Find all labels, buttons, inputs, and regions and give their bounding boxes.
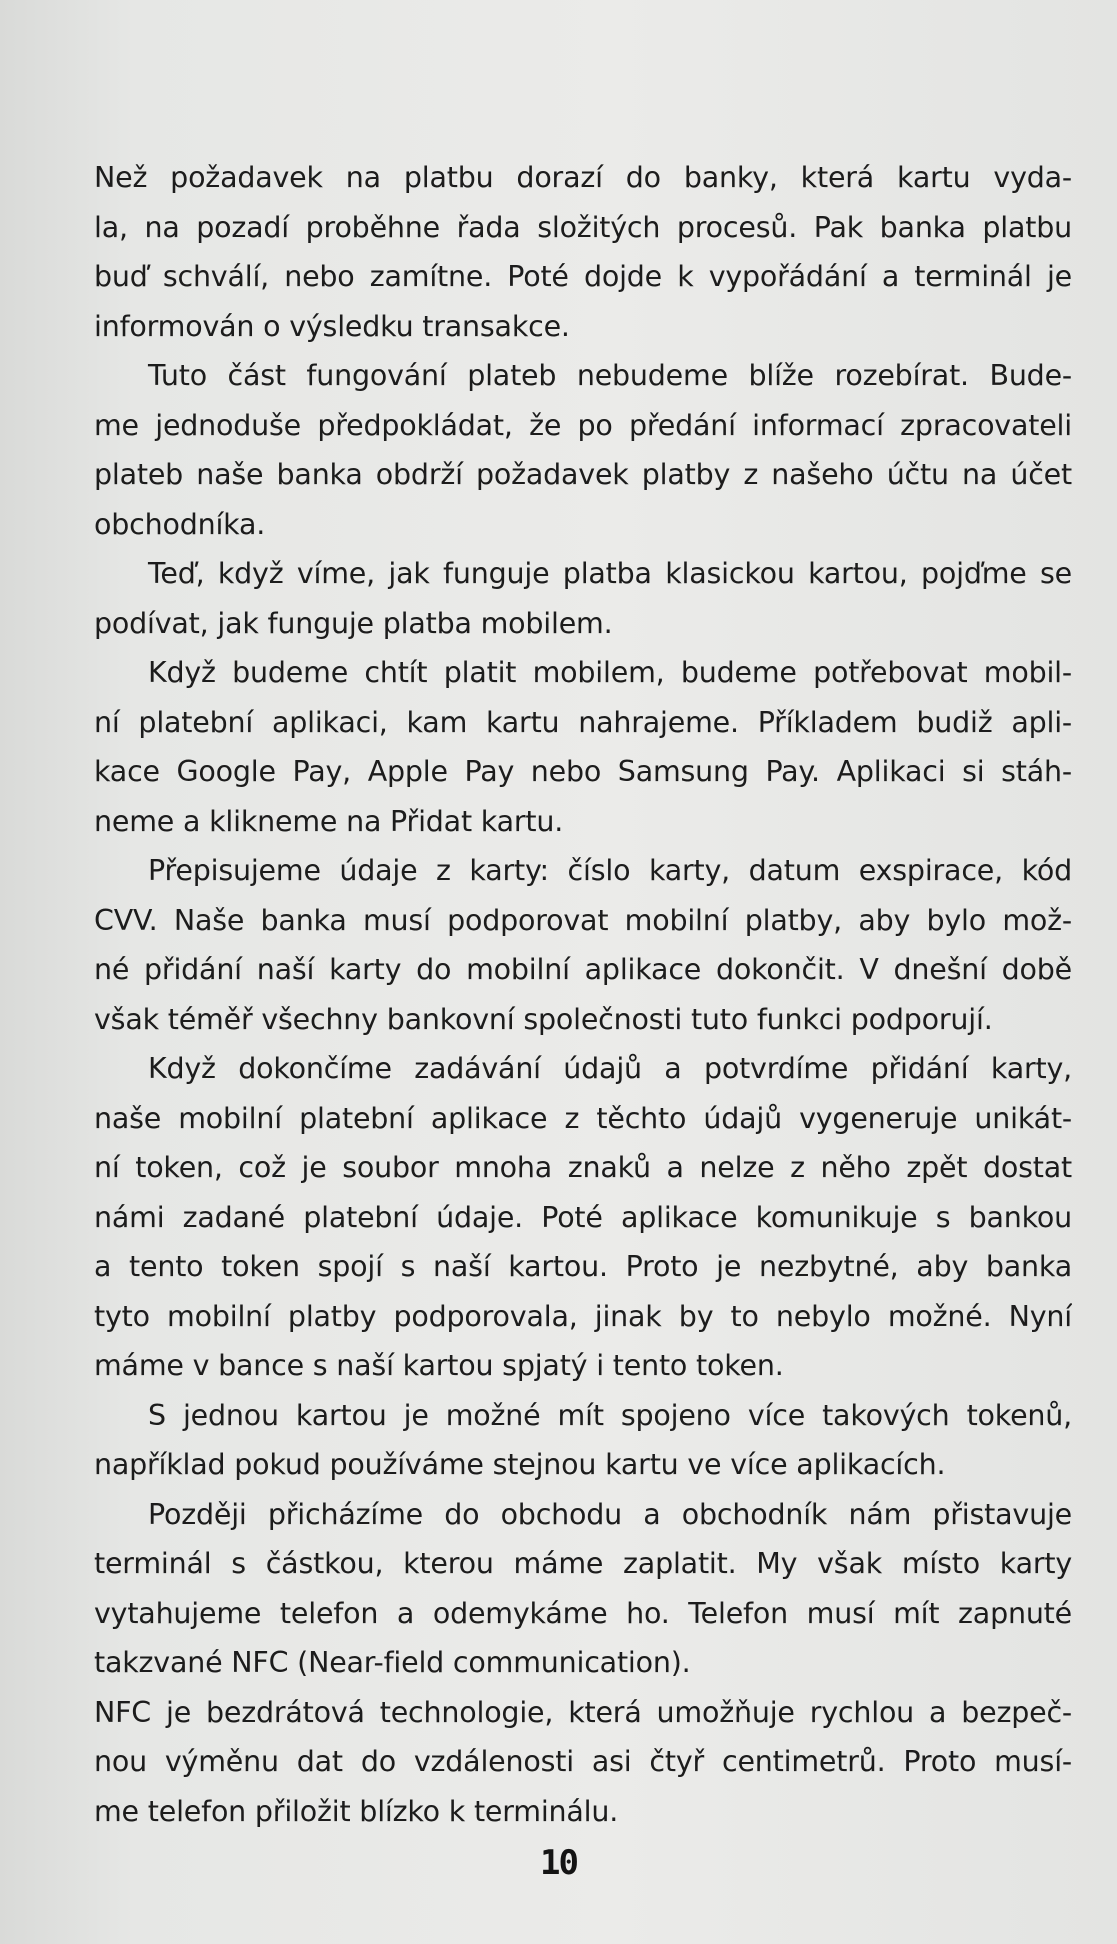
text-line: kace Google Pay, Apple Pay nebo Samsung Pay. Aplikaci si stáh- [94,755,1072,788]
text-line: me jednoduše předpokládat, že po předání informací zpracovateli [94,408,1072,442]
text-line: buď schválí, nebo zamítne. Poté dojde k vypořádání a terminál je [94,260,1072,293]
text-line: nou výměnu dat do vzdálenosti asi čtyř centimetrů. Proto musí- [94,1745,1072,1778]
text-line: a tento token spojí s naší kartou. Proto je nezbytné, aby banka [94,1250,1072,1283]
text-line: vytahujeme telefon a odemykáme ho. Telefon musí mít zapnuté [94,1596,1072,1630]
text-line: CVV. Naše banka musí podporovat mobilní platby, aby bylo mož- [94,903,1072,937]
text-line: S jednou kartou je možné mít spojeno více takových tokenů, [148,1398,1072,1432]
text-line: Tuto část fungování plateb nebudeme blíže rozebírat. Bude- [148,359,1072,392]
page-number: 10 [540,1843,577,1883]
text-line: naše mobilní platební aplikace z těchto údajů vygeneruje unikát- [94,1101,1072,1135]
text-line: me telefon přiložit blízko k terminálu. [94,1794,619,1828]
text-line: ní token, což je soubor mnoha znaků a nelze z něho zpět dostat [94,1151,1072,1184]
text-line: však téměř všechny bankovní společnosti tuto funkci podporují. [94,1002,993,1036]
text-line: Když budeme chtít platit mobilem, budeme potřebovat mobil- [148,656,1072,689]
text-line: neme a klikneme na Přidat kartu. [94,804,564,838]
text-line: obchodníka. [94,507,266,541]
text-line: Když dokončíme zadávání údajů a potvrdíme přidání karty, [148,1052,1072,1085]
text-line: NFC je bezdrátová technologie, která umožňuje rychlou a bezpeč- [94,1695,1072,1729]
text-line: Později přicházíme do obchodu a obchodník nám přistavuje [148,1497,1072,1531]
text-line: Než požadavek na platbu dorazí do banky, která kartu vyda- [94,161,1072,194]
text-line: například pokud používáme stejnou kartu ve více aplikacích. [94,1448,946,1481]
text-line: podívat, jak funguje platba mobilem. [94,606,613,640]
body-text [94,153,1072,1836]
text-line: Přepisujeme údaje z karty: číslo karty, datum exspirace, kód [148,854,1072,887]
text-line: máme v bance s naší kartou spjatý i tento token. [94,1349,784,1382]
text-line: né přidání naší karty do mobilní aplikace dokončit. V dnešní době [94,953,1072,986]
text-line: námi zadané platební údaje. Poté aplikace komunikuje s bankou [94,1200,1072,1234]
text-line: Teď, když víme, jak funguje platba klasickou kartou, pojďme se [148,557,1072,590]
text-line: terminál s částkou, kterou máme zaplatit. My však místo karty [94,1547,1072,1580]
text-line: takzvané NFC (Near-field communication). [94,1646,691,1679]
text-line: ní platební aplikaci, kam kartu nahrajeme. Příkladem budiž apli- [94,705,1072,739]
text-line: tyto mobilní platby podporovala, jinak by to nebylo možné. Nyní [94,1299,1072,1333]
text-line: informován o výsledku transakce. [94,309,570,343]
text-line: plateb naše banka obdrží požadavek platby z našeho účtu na účet [94,458,1072,491]
text-line: la, na pozadí proběhne řada složitých procesů. Pak banka platbu [94,210,1072,244]
